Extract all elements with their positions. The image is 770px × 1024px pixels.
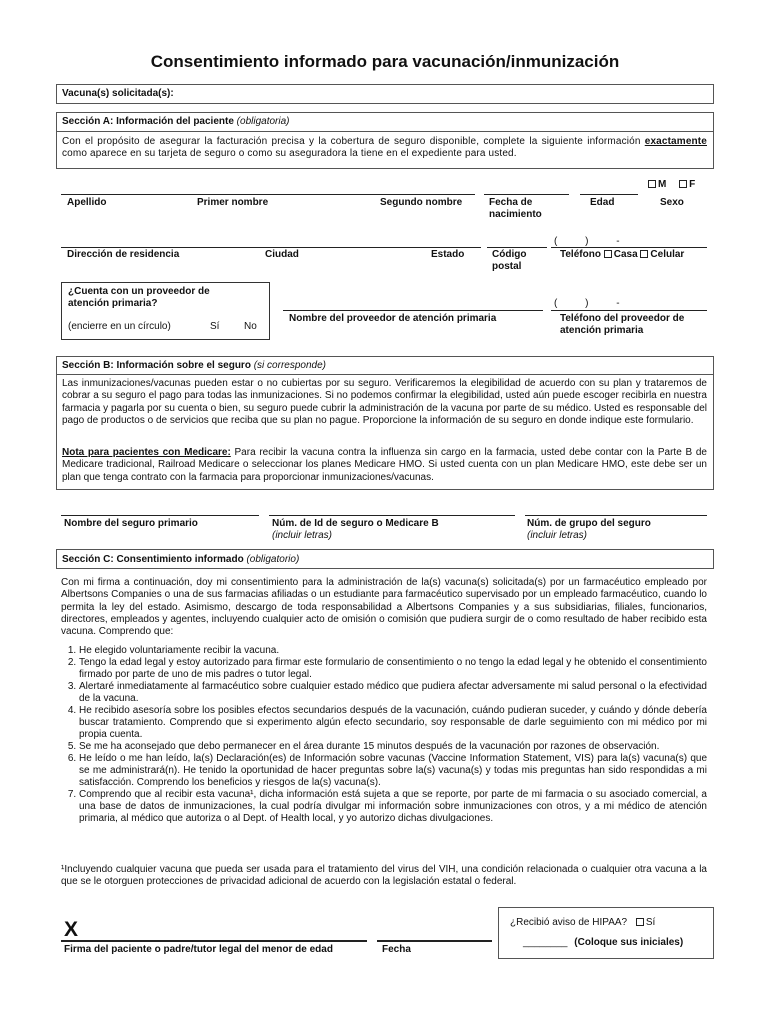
hipaa-question: ¿Recibió aviso de HIPAA? [510, 917, 628, 928]
section-a-box [56, 112, 714, 169]
city-label: Ciudad [265, 249, 299, 260]
zip-label: Código postal [492, 249, 527, 272]
consent-item: 1. He elegido voluntariamente recibir la vacuna. [79, 645, 707, 657]
group-number-line[interactable] [525, 515, 707, 516]
middle-name-label: Segundo nombre [380, 197, 463, 208]
consent-item: 7. Comprendo que al recibir esta vacuna¹, dicha información está sujeta a que se reporte, por parte de mi farmacia o su asociado comercial, a una base de datos de inmunizaciones, la cual podría divulgar mi información sobre inmunizaciones con otros, y a mi médico de atención primaria, al médico que autoriza o al Dept. of Health local, y yo autorizo dichas divulgaciones. [79, 789, 707, 825]
first-name-label: Primer nombre [197, 197, 269, 208]
pcp-question-box [61, 282, 270, 340]
section-b-box [56, 356, 714, 490]
zip-line[interactable] [487, 247, 547, 248]
group-number-note: (incluir letras) [527, 530, 588, 541]
pcp-circle-instruction: (encierre en un círculo) [68, 321, 171, 332]
section-a-heading: Sección A: Información del paciente [62, 116, 234, 127]
state-label: Estado [431, 249, 465, 260]
medicare-note: Nota para pacientes con Medicare: Para recibir la vacuna contra la influenza sin cargo en la farmacia, usted debe contar con la Parte B de Medicare tradicional, Railroad Medicare o seleccionar los planes Medicare HMO. Si usted cuenta con un plan Medicare HMO, este debe ser un plan que tenga contrato con la farmacia para proporcionar inmunizaciones/vacunas. [62, 447, 707, 483]
phone-line[interactable] [551, 247, 707, 248]
consent-item: 4. He recibido asesoría sobre los posibles efectos secundarios después de la vacunación, cuándo pudieran suceder, y cuándo y dónde debería buscar tratamiento. Comprendo que si experimento algún efecto secundario, soy responsable de darle seguimiento con mi médico por mi propia cuenta. [79, 705, 707, 741]
dob-label: Fecha de nacimiento [489, 197, 542, 220]
pcp-no-option[interactable]: No [244, 321, 257, 332]
pcp-name-line[interactable] [283, 310, 543, 311]
sex-m-checkbox[interactable]: M [648, 179, 666, 190]
insurance-id-label: Núm. de Id de seguro o Medicare B [272, 518, 439, 529]
page-title: Consentimiento informado para vacunación/inmunización [150, 52, 620, 71]
age-label: Edad [590, 197, 615, 208]
date-label: Fecha [382, 944, 411, 955]
consent-item: 3. Alertaré inmediatamente al farmacéutico sobre cualquier estado médico que pudiera afectar adversamente mi salud personal o la efectividad de la vacuna. [79, 681, 707, 705]
vaccine-requested-label: Vacuna(s) solicitada(s): [62, 88, 174, 99]
hipaa-box [498, 907, 714, 959]
initials-label: (Coloque sus iniciales) [574, 937, 684, 948]
section-c-heading-note: (obligatorio) [246, 554, 300, 565]
date-line[interactable] [377, 940, 492, 942]
signature-label: Firma del paciente o padre/tutor legal del menor de edad [64, 944, 333, 955]
sex-label: Sexo [660, 197, 684, 208]
primary-insurance-line[interactable] [61, 515, 259, 516]
section-c-intro: Con mi firma a continuación, doy mi consentimiento para la administración de la(s) vacuna(s) solicitada(s) por un farmacéutico empleado por Albertsons Companies o una de sus farmacias afiliadas o un estudiante para farmacéutico supervisado por un empleado farmacéutico, cuando lo permita la ley del estado. Asimismo, descargo de toda responsabilidad a Albertsons Companies y a sus subsidiarias, filiales, funcionarios, directores, empleados y agentes, incluyendo cualquier acto de omisión o comisión que pudiera surgir de o como resultado de haber recibido esta vacuna. Comprendo que: [61, 577, 707, 638]
pcp-phone-line[interactable] [551, 310, 707, 311]
section-b-heading-note: (si corresponde) [253, 360, 326, 371]
phone-type [560, 249, 684, 261]
consent-item: 6. He leído o me han leído, la(s) Declaración(es) de Información sobre vacunas (Vaccine Information Statement, VIS) para la(s) vacuna(s) que se me administrará(n). He tenido la oportunidad de hacer preguntas sobre la(s) vacuna(s) y todas mis preguntas han sido respondidas a mi satisfacción. Comprendo los beneficios y riesgos de la(s) vacuna(s). [79, 753, 707, 789]
section-b-paragraph: Las inmunizaciones/vacunas pueden estar o no cubiertas por su seguro. Verificaremos la elegibilidad de acuerdo con su plan y trataremos de cobrar a su seguro el pago para todas las inmunizaciones. Si no podemos confirmar la elegibilidad, usted aún puede escoger recibirla en nuestra farmacia y pagarla por su cuenta o bien, su seguro puede cubrir la administración de la vacuna por parte de su médico. Usted es responsable del pago de productos o de servicios que reciba que su plan no pague. Proporcione la información de su seguro en donde indique este formulario. [62, 378, 707, 426]
vaccine-requested-field[interactable] [56, 84, 714, 104]
section-b-header [57, 357, 713, 375]
group-number-label: Núm. de grupo del seguro [527, 518, 651, 529]
insurance-id-line[interactable] [269, 515, 515, 516]
initials-blank[interactable]: ________ [523, 937, 568, 948]
section-a-intro: Con el propósito de asegurar la facturación precisa y la cobertura de seguro disponible, complete la siguiente información exactamente como aparece en su tarjeta de seguro o como su aseguradora la tiene en el expediente para usted. [62, 136, 707, 160]
section-b-heading: Sección B: Información sobre el seguro [62, 360, 251, 371]
age-line[interactable] [580, 194, 638, 195]
name-line[interactable] [61, 194, 475, 195]
section-a-header [57, 113, 713, 132]
section-a-heading-note: (obligatoria) [236, 116, 290, 127]
sex-options [648, 179, 695, 190]
sex-f-checkbox[interactable]: F [679, 179, 695, 190]
section-c-heading: Sección C: Consentimiento informado [62, 554, 244, 565]
primary-insurance-label: Nombre del seguro primario [64, 518, 198, 529]
intro-emphasis: exactamente [644, 136, 707, 147]
footnote: ¹Incluyendo cualquier vacuna que pueda ser usada para el tratamiento del virus del VIH, una condición relacionada o cualquier otra vacuna a la que se le otorguen protecciones de privacidad adicional de acuerdo con la legislación estatal o federal. [61, 864, 707, 888]
signature-x-mark: X [64, 918, 79, 941]
consent-item: 5. Se me ha aconsejado que debo permanecer en el área durante 15 minutos después de la vacunación por razones de observación. [79, 741, 707, 753]
pcp-question: ¿Cuenta con un proveedor de atención primaria? [68, 286, 210, 309]
last-name-label: Apellido [67, 197, 107, 208]
phone-label: Teléfono [560, 249, 601, 260]
section-c-header [56, 549, 714, 569]
hipaa-question-row [510, 917, 655, 928]
medicare-note-label: Nota para pacientes con Medicare: [62, 447, 231, 458]
pcp-phone-mask: ( ) - [554, 298, 620, 309]
cell-checkbox[interactable]: Celular [640, 249, 684, 260]
insurance-id-note: (incluir letras) [272, 530, 333, 541]
home-checkbox[interactable]: Casa [604, 249, 638, 260]
pcp-phone-label: Teléfono del proveedor de atención primaria [560, 313, 685, 336]
hipaa-yes-checkbox[interactable]: Sí [636, 917, 655, 928]
consent-item: 2. Tengo la edad legal y estoy autorizado para firmar este formulario de consentimiento o no tengo la edad legal y he obtenido el consentimiento firmado por parte de uno de mis padres o tutor legal. [79, 657, 707, 681]
address-line[interactable] [61, 247, 481, 248]
address-label: Dirección de residencia [67, 249, 180, 260]
consent-list [61, 645, 707, 825]
initials-row [523, 937, 683, 948]
pcp-yes-option[interactable]: Sí [210, 321, 220, 332]
phone-mask: ( ) - [554, 236, 620, 247]
signature-line[interactable] [61, 940, 367, 942]
dob-line[interactable] [484, 194, 569, 195]
pcp-name-label: Nombre del proveedor de atención primaria [289, 313, 497, 324]
